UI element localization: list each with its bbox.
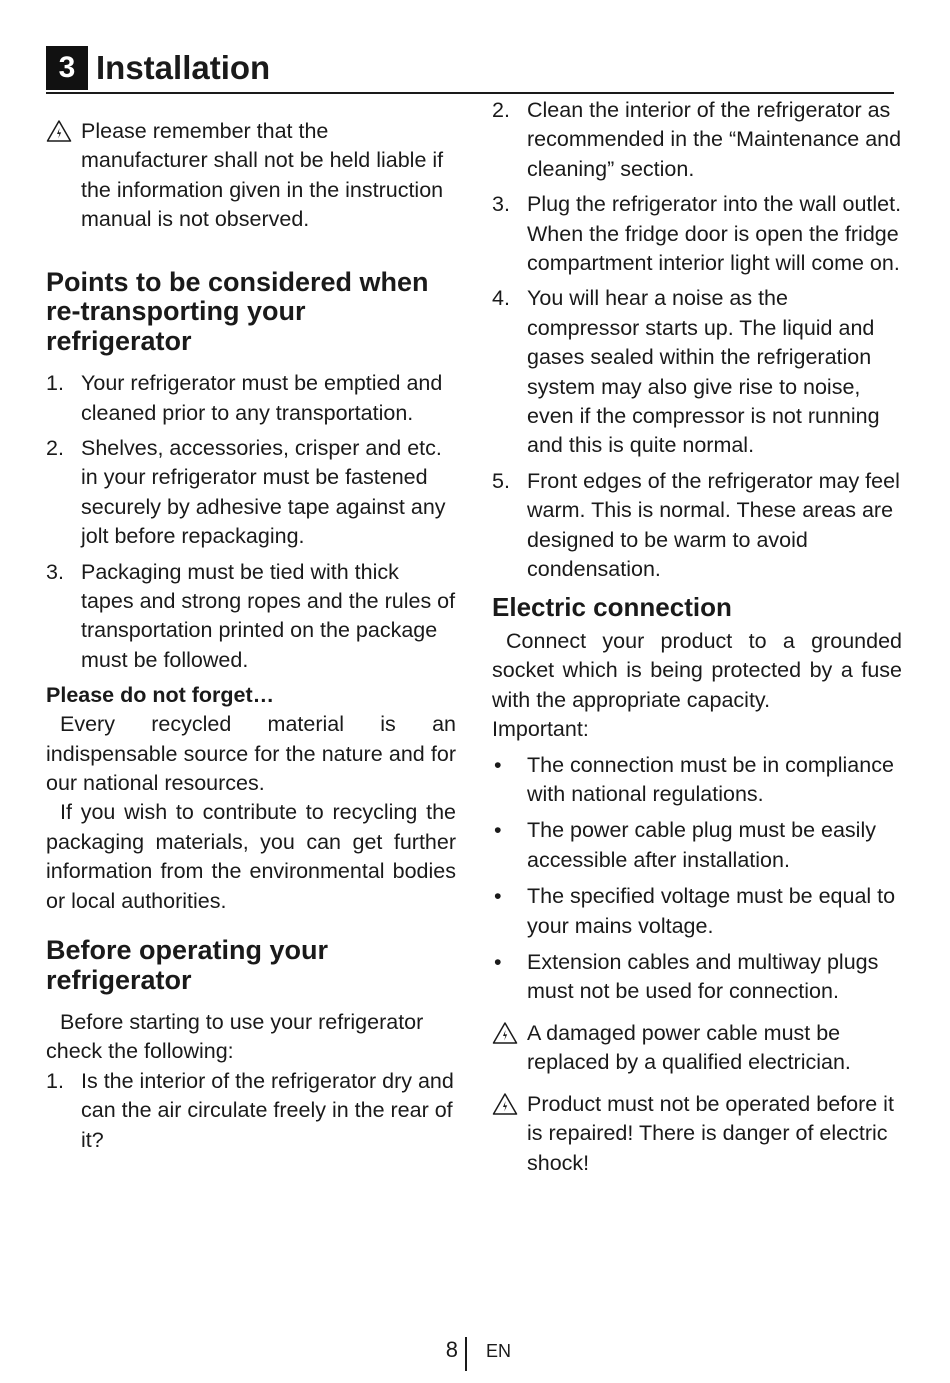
list-item (492, 190, 902, 278)
forget-paragraph-1: Every recycled material is an indispensable source for the nature and for our national resources. (46, 712, 456, 795)
list-item (492, 96, 902, 184)
electric-shock-warning (492, 1090, 902, 1178)
bullet-text: The connection must be in compliance with national regulations. (527, 752, 894, 807)
bullet-text: The specified voltage must be equal to your mains voltage. (527, 884, 896, 938)
bullet-item (492, 948, 902, 1007)
page-number: 8 (445, 1337, 458, 1362)
list-item-number: 1. (46, 371, 64, 396)
list-item-number: 2. (492, 98, 510, 122)
warning-mark (46, 117, 81, 235)
warning-triangle-icon (492, 1092, 518, 1116)
electric-bullet-list (492, 751, 902, 1007)
chapter-header (46, 46, 894, 94)
list-item (46, 434, 456, 552)
list-item-text: Clean the interior of the refrigerator as recommended in the “Maintenance and cleaning” section. (527, 98, 902, 181)
list-item-text: Is the interior of the refrigerator dry and can the air circulate freely in the rear of it? (81, 1068, 454, 1152)
list-item-text: Front edges of the refrigerator may feel warm. This is normal. These areas are designed to be warm to avoid condensation. (527, 468, 900, 582)
power-cable-warning-text: A damaged power cable must be replaced by a qualified electrician. (527, 1020, 851, 1075)
footer-divider (465, 1337, 467, 1371)
list-item (46, 369, 456, 428)
right-column (492, 96, 902, 1178)
list-item-text: Packaging must be tied with thick tapes and strong ropes and the rules of transportation printed on the package must be followed. (81, 559, 456, 672)
chapter-number: 3 (46, 46, 88, 90)
forget-heading: Please do not forget… (46, 683, 275, 708)
list-item-number: 3. (492, 192, 510, 217)
bullet-item (492, 882, 902, 941)
electric-connection-heading: Electric connection (492, 591, 732, 622)
bullet-mark: • (494, 950, 502, 975)
bullet-text: The power cable plug must be easily accessible after installation. (527, 818, 876, 872)
page-footer (0, 1335, 950, 1375)
retransport-list (46, 369, 456, 675)
bullet-mark: • (494, 818, 502, 843)
bullet-text: Extension cables and multiway plugs must not be used for connection. (527, 950, 879, 1004)
list-item-text: You will hear a noise as the compressor starts up. The liquid and gases sealed within the refrigeration system may also give rise to noise, even if the compressor is not running and this is quite normal. (527, 286, 880, 458)
before-operating-intro: Before starting to use your refrigerator check the following: (46, 1010, 424, 1064)
list-item-number: 4. (492, 286, 510, 311)
list-item-text: Plug the refrigerator into the wall outlet. When the fridge door is open the fridge compartment interior light will come on. (527, 192, 902, 276)
bullet-mark: • (494, 884, 502, 909)
list-item-text: Shelves, accessories, crisper and etc. in your refrigerator must be fastened securely by adhesive tape against any jolt before repackaging. (81, 435, 446, 549)
list-item (492, 467, 902, 585)
forget-paragraph-2: If you wish to contribute to recycling the packaging materials, you can get further information from the environmental bodies or local authorities. (46, 800, 456, 913)
language-code: EN (486, 1341, 512, 1361)
warning-triangle-icon (492, 1021, 518, 1045)
list-item-number: 1. (46, 1068, 64, 1093)
warning-mark (492, 1019, 527, 1078)
list-item (46, 558, 456, 676)
important-label: Important: (492, 717, 589, 742)
retransport-heading: Points to be considered when re-transporting your refrigerator (46, 266, 429, 356)
list-item-number: 2. (46, 435, 64, 460)
before-operating-heading: Before operating your refrigerator (46, 935, 329, 995)
electric-connection-intro: Connect your product to a grounded socket which is being protected by a fuse with the appropriate capacity. (492, 629, 902, 712)
power-cable-warning (492, 1019, 902, 1078)
chapter-title: Installation (96, 49, 271, 86)
liability-warning-text: Please remember that the manufacturer shall not be held liable if the information given in the instruction manual is not observed. (81, 119, 444, 232)
list-item (492, 284, 902, 460)
bullet-item (492, 816, 902, 875)
before-operating-list-continued (492, 96, 902, 585)
list-item (46, 1067, 456, 1155)
electric-shock-warning-text: Product must not be operated before it is repaired! There is danger of electric shock! (527, 1091, 894, 1175)
bullet-item (492, 751, 902, 810)
list-item-number: 5. (492, 468, 510, 493)
warning-triangle-icon (46, 119, 72, 143)
warning-mark (492, 1090, 527, 1178)
left-column (46, 117, 456, 1155)
bullet-mark: • (494, 752, 502, 777)
liability-warning (46, 117, 456, 235)
list-item-text: Your refrigerator must be emptied and cleaned prior to any transportation. (81, 371, 443, 425)
list-item-number: 3. (46, 559, 64, 584)
